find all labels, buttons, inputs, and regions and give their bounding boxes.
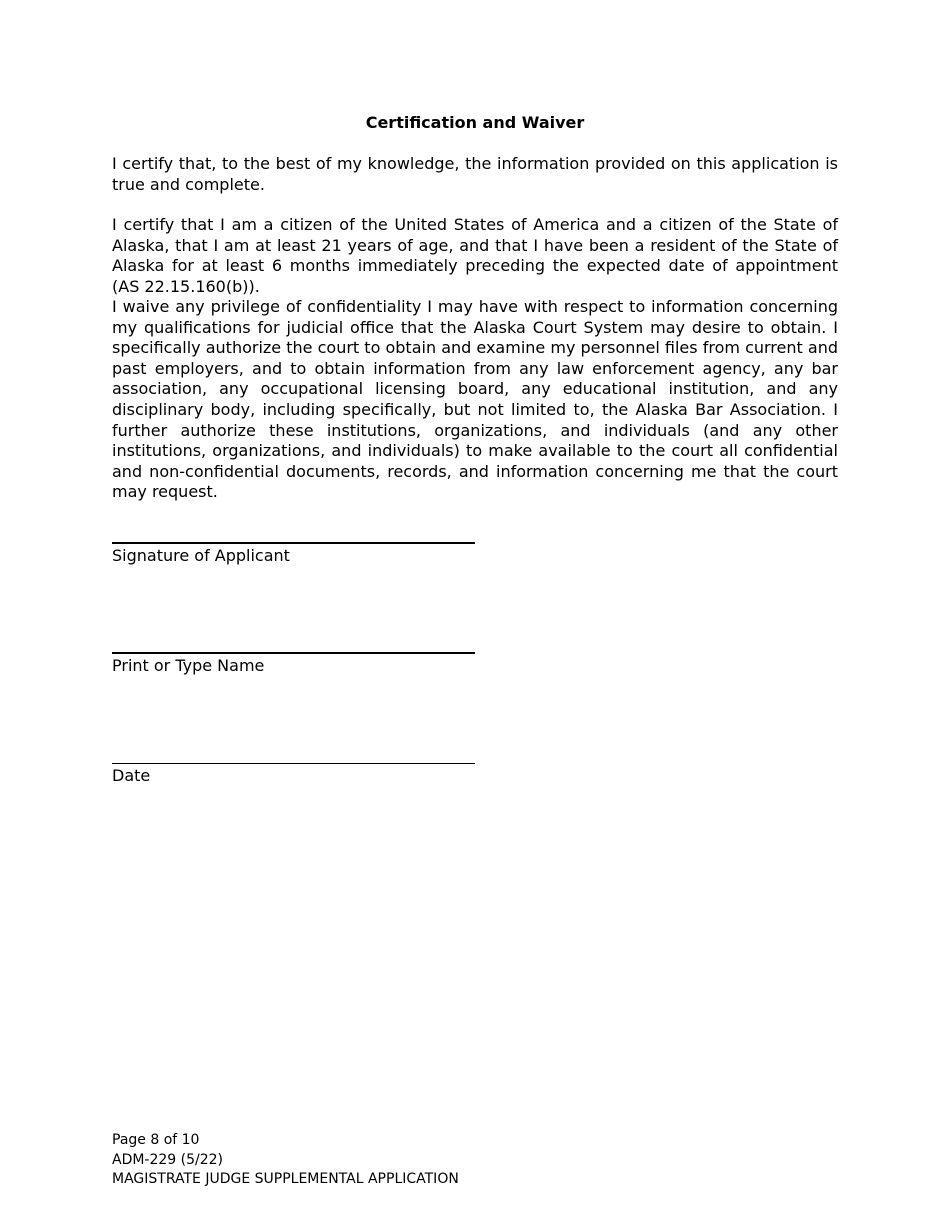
name-line[interactable]: [112, 652, 475, 654]
date-label: Date: [112, 766, 151, 785]
citizenship-paragraph: I certify that I am a citizen of the United States of America and a citizen of the State of Alaska, that I am at least 21 years of age, and that I have been a resident of the State of Alaska for at least 6 months immediately preceding the expected date of appointment (AS 22.15.160(b)).: [112, 215, 838, 296]
certification-paragraph: I certify that, to the best of my knowledge, the information provided on this application is true and complete.: [112, 154, 838, 194]
page-footer: [112, 1131, 459, 1190]
page-number: Page 8 of 10: [112, 1132, 200, 1148]
page-title: Certification and Waiver: [365, 113, 585, 132]
form-title: MAGISTRATE JUDGE SUPPLEMENTAL APPLICATION: [112, 1171, 459, 1187]
date-line[interactable]: [112, 763, 475, 764]
signature-label: Signature of Applicant: [112, 546, 290, 565]
signature-line[interactable]: [112, 542, 475, 544]
name-label: Print or Type Name: [112, 656, 265, 675]
waiver-paragraph: I waive any privilege of confidentiality I may have with respect to information concerning my qualifications for judicial office that the Alaska Court System may desire to obtain. I specifically authorize the court to obtain and examine my personnel files from current and past employers, and to obtain information from any law enforcement agency, any bar association, any occupational licensing board, any educational institution, and any disciplinary body, including specifically, but not limited to, the Alaska Bar Association. I further authorize these institutions, organizations, and individuals (and any other institutions, organizations, and individuals) to make available to the court all confidential and non-confidential documents, records, and information concerning me that the court may request.: [112, 297, 838, 502]
form-number: ADM-229 (5/22): [112, 1151, 224, 1168]
